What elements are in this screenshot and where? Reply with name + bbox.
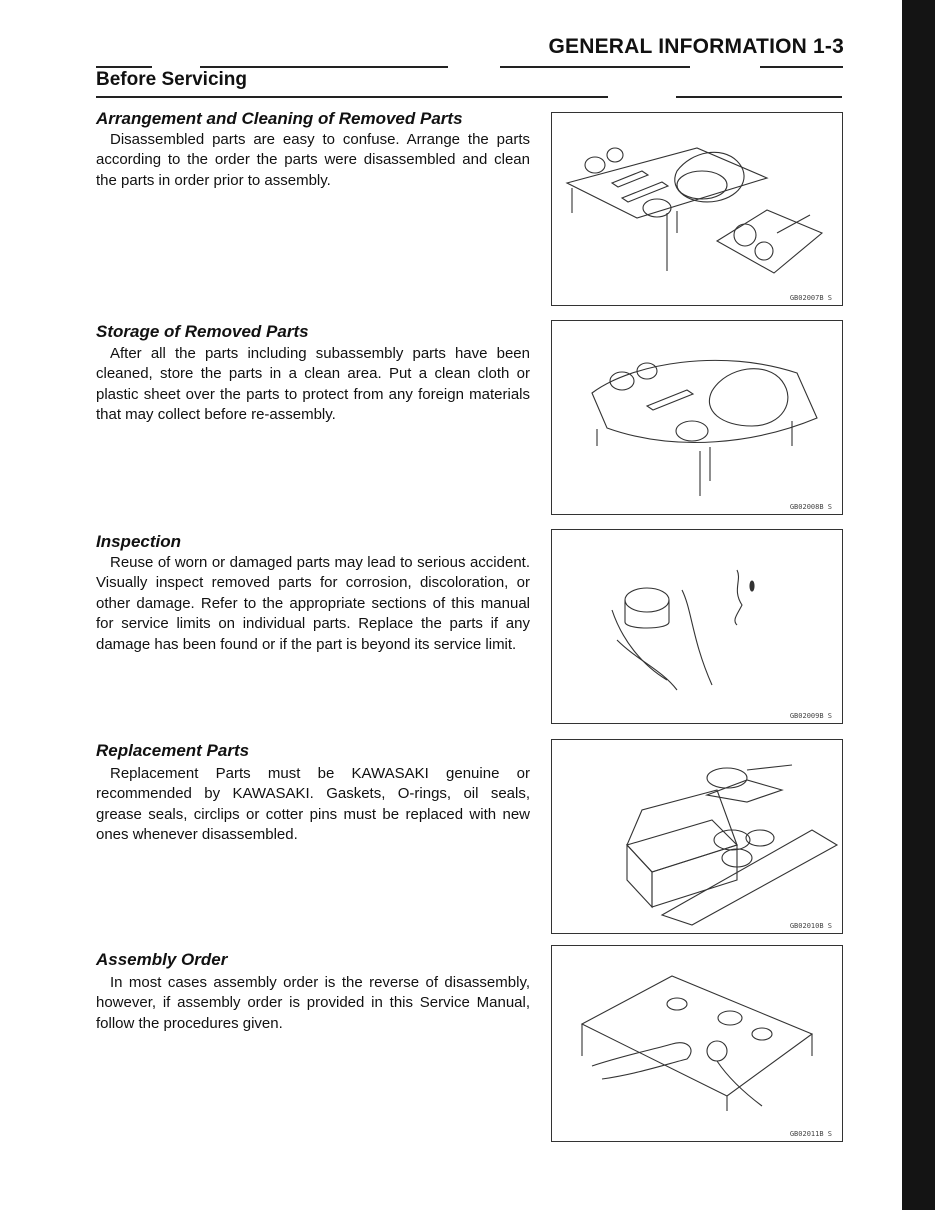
subsection-body: Disassembled parts are easy to confuse. Arrange the parts according to the order the parts were disassembled and clean the parts in order prior to assembly. [96,131,530,189]
subsection-heading: Storage of Removed Parts [96,322,309,341]
page-header-title: GENERAL INFORMATION 1-3 [548,35,844,58]
figure-code: GB02007B S [789,294,832,302]
subsection-heading: Replacement Parts [96,741,250,760]
subsection-body: Replacement Parts must be KAWASAKI genuine or recommended by KAWASAKI. Gaskets, O-rings, oil seals, grease seals, circlips or cotter pins must be replaced with new ones whenever disassembled. [96,765,530,844]
parts-table-illustration [552,113,842,305]
subsection-body: In most cases assembly order is the reverse of disassembly, however, if assembly order is provided in this Service Manual, follow the procedures given. [96,974,530,1032]
header-rule [500,66,690,68]
figure-code: GB02008B S [789,503,832,511]
figure-assembly-order [551,945,843,1142]
subsection-heading: Arrangement and Cleaning of Removed Parts [96,109,463,128]
figure-code: GB02011B S [789,1130,832,1138]
header-rule [760,66,843,68]
covered-table-illustration [552,321,842,514]
subsection-heading: Inspection [96,532,182,551]
section-title: Before Servicing [96,69,247,90]
figure-replacement-parts [551,739,843,934]
hands-inspecting-illustration [552,530,842,723]
assembly-illustration [552,946,842,1141]
subsection-body: Reuse of worn or damaged parts may lead to serious accident. Visually inspect removed parts for corrosion, discoloration, or other damage. Refer to the appropriate sections of this manual for service limits on individual parts. Replace the parts if any damage has been found or if the part is beyond its service limit. [96,554,530,653]
subsection-body: After all the parts including subassembly parts have been cleaned, store the parts in a clean area. Put a clean cloth or plastic sheet over the parts to protect from any foreign materials that may collect before re-assembly. [96,345,530,424]
header-rule [96,66,152,68]
scan-edge [902,0,935,1210]
header-rule [200,66,448,68]
section-rule [676,96,842,98]
subsection-heading: Assembly Order [96,950,228,969]
figure-parts-on-table [551,112,843,306]
figure-covered-parts [551,320,843,515]
figure-code: GB02010B S [789,922,832,930]
figure-code: GB02009B S [789,712,832,720]
section-rule [96,96,608,98]
figure-inspection [551,529,843,724]
parts-box-illustration [552,740,842,933]
